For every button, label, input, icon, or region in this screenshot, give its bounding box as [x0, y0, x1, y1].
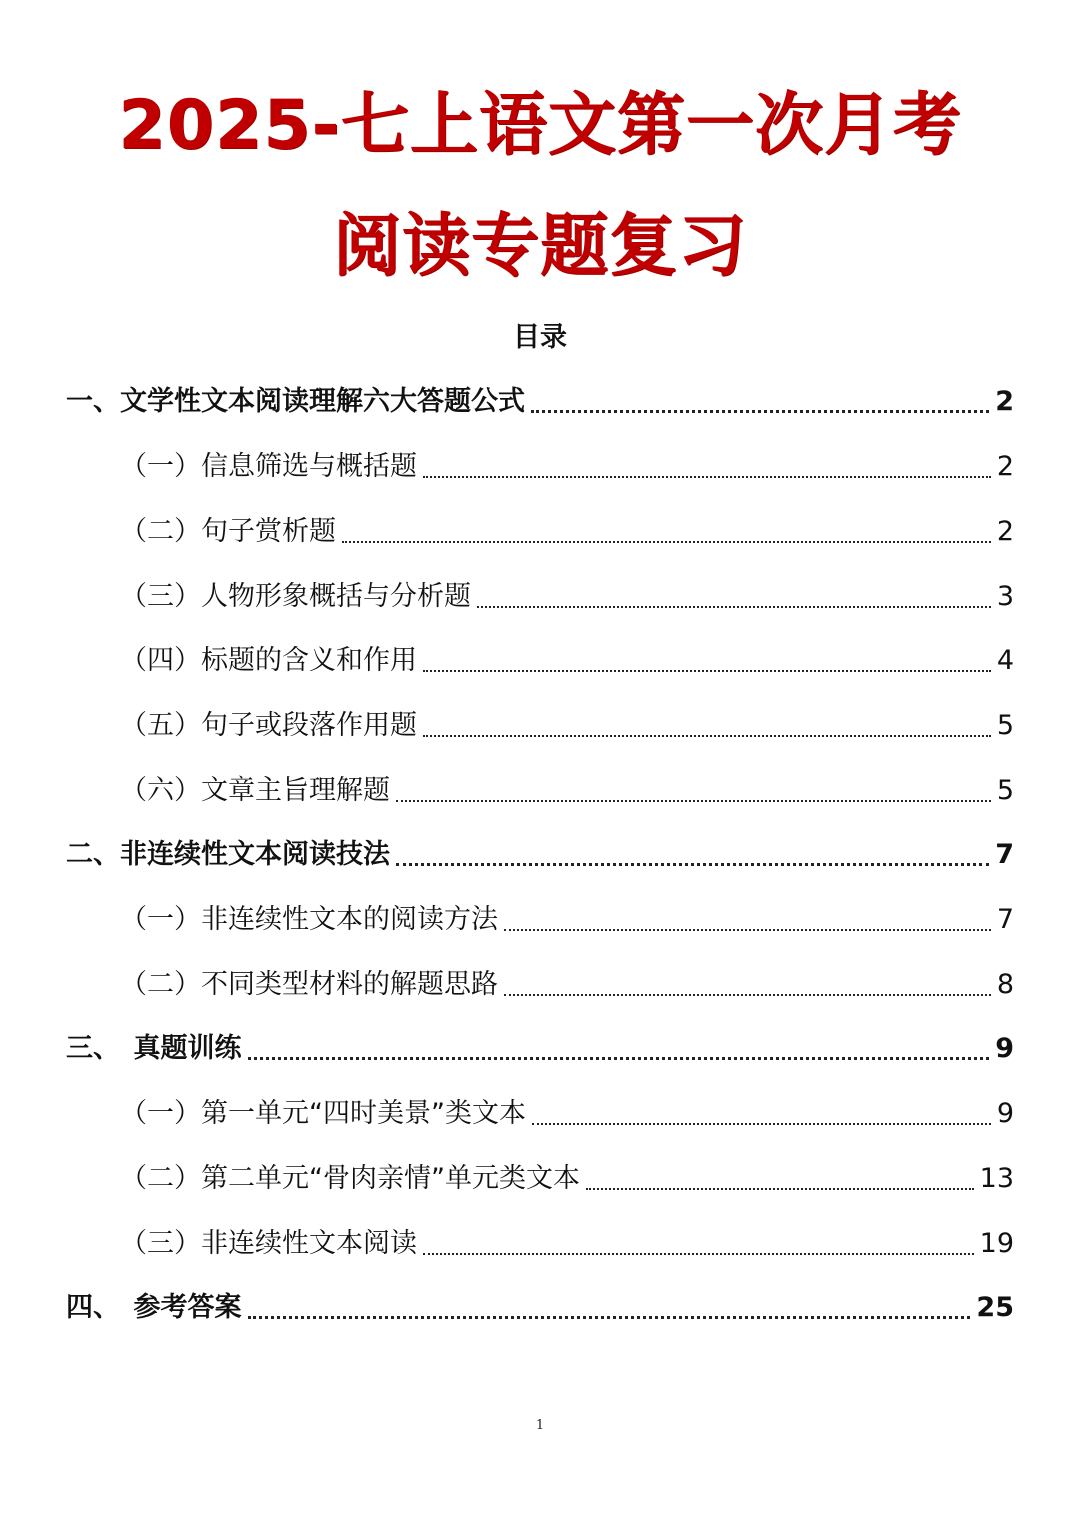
toc-entry-page: 9	[996, 1098, 1014, 1129]
dot-leader	[342, 541, 991, 543]
toc-entry-page: 2	[995, 386, 1014, 417]
toc-entry-subsection-1-5[interactable]	[120, 706, 1014, 746]
dot-leader	[423, 735, 991, 737]
dot-leader	[396, 800, 991, 802]
dot-leader	[586, 1188, 974, 1190]
dot-leader	[248, 1316, 971, 1319]
toc-entry-label: 四、 参考答案	[66, 1292, 242, 1323]
toc-entry-page: 25	[976, 1292, 1014, 1323]
dot-leader	[504, 994, 991, 996]
toc-entry-subsection-1-1[interactable]	[120, 447, 1014, 487]
toc-entry-page: 9	[995, 1033, 1014, 1064]
dot-leader	[423, 476, 991, 478]
toc-entry-label: 三、 真题训练	[66, 1033, 242, 1064]
dot-leader	[531, 410, 989, 413]
dot-leader	[248, 1057, 990, 1060]
page-number: 1	[535, 1418, 545, 1433]
toc-entry-page: 4	[996, 645, 1014, 676]
toc-heading: 目录	[513, 322, 567, 353]
toc-entry-subsection-3-3[interactable]	[120, 1224, 1014, 1264]
toc-entry-label: （五）句子或段落作用题	[120, 710, 417, 741]
toc-entry-label: （二）第二单元“骨肉亲情”单元类文本	[120, 1163, 580, 1194]
toc-entry-page: 8	[996, 969, 1014, 1000]
toc-entry-page: 13	[979, 1163, 1014, 1194]
toc-entry-page: 7	[996, 904, 1014, 935]
toc-entry-label: （三）人物形象概括与分析题	[120, 581, 471, 612]
toc-entry-page: 2	[996, 516, 1014, 547]
toc-entry-label: （二）不同类型材料的解题思路	[120, 969, 498, 1000]
toc-entry-subsection-2-1[interactable]	[120, 900, 1014, 940]
toc-entry-section-3[interactable]	[66, 1029, 1014, 1069]
toc-entry-label: （六）文章主旨理解题	[120, 775, 390, 806]
toc-entry-label: （三）非连续性文本阅读	[120, 1228, 417, 1259]
toc-entry-section-4[interactable]	[66, 1288, 1014, 1328]
dot-leader	[504, 929, 991, 931]
toc-entry-subsection-1-2[interactable]	[120, 512, 1014, 552]
dot-leader	[477, 606, 991, 608]
dot-leader	[423, 1253, 974, 1255]
toc-entry-page: 3	[996, 581, 1014, 612]
toc-entry-page: 2	[996, 451, 1014, 482]
toc-entry-page: 5	[996, 775, 1014, 806]
toc-entry-subsection-1-6[interactable]	[120, 771, 1014, 811]
toc-entry-subsection-1-3[interactable]	[120, 577, 1014, 617]
toc-entry-label: 一、文学性文本阅读理解六大答题公式	[66, 386, 525, 417]
toc-entry-page: 7	[995, 839, 1014, 870]
toc-entry-label: （一）第一单元“四时美景”类文本	[120, 1098, 526, 1129]
toc-entry-label: 二、非连续性文本阅读技法	[66, 839, 390, 870]
toc-entry-label: （一）非连续性文本的阅读方法	[120, 904, 498, 935]
document-title-line-1: 2025-七上语文第一次月考	[118, 86, 962, 165]
toc-entry-section-2[interactable]	[66, 835, 1014, 875]
document-title-line-2: 阅读专题复习	[332, 207, 747, 286]
toc-entry-subsection-1-4[interactable]	[120, 641, 1014, 681]
toc-entry-subsection-3-1[interactable]	[120, 1094, 1014, 1134]
toc-entry-section-1[interactable]	[66, 382, 1014, 422]
toc-entry-page: 5	[996, 710, 1014, 741]
toc-entry-label: （一）信息筛选与概括题	[120, 451, 417, 482]
toc-entry-label: （四）标题的含义和作用	[120, 645, 417, 676]
toc-entry-subsection-3-2[interactable]	[120, 1159, 1014, 1199]
toc-entry-subsection-2-2[interactable]	[120, 965, 1014, 1005]
dot-leader	[396, 863, 989, 866]
dot-leader	[423, 670, 991, 672]
toc-entry-page: 19	[979, 1228, 1014, 1259]
dot-leader	[532, 1123, 991, 1125]
toc-entry-label: （二）句子赏析题	[120, 516, 336, 547]
